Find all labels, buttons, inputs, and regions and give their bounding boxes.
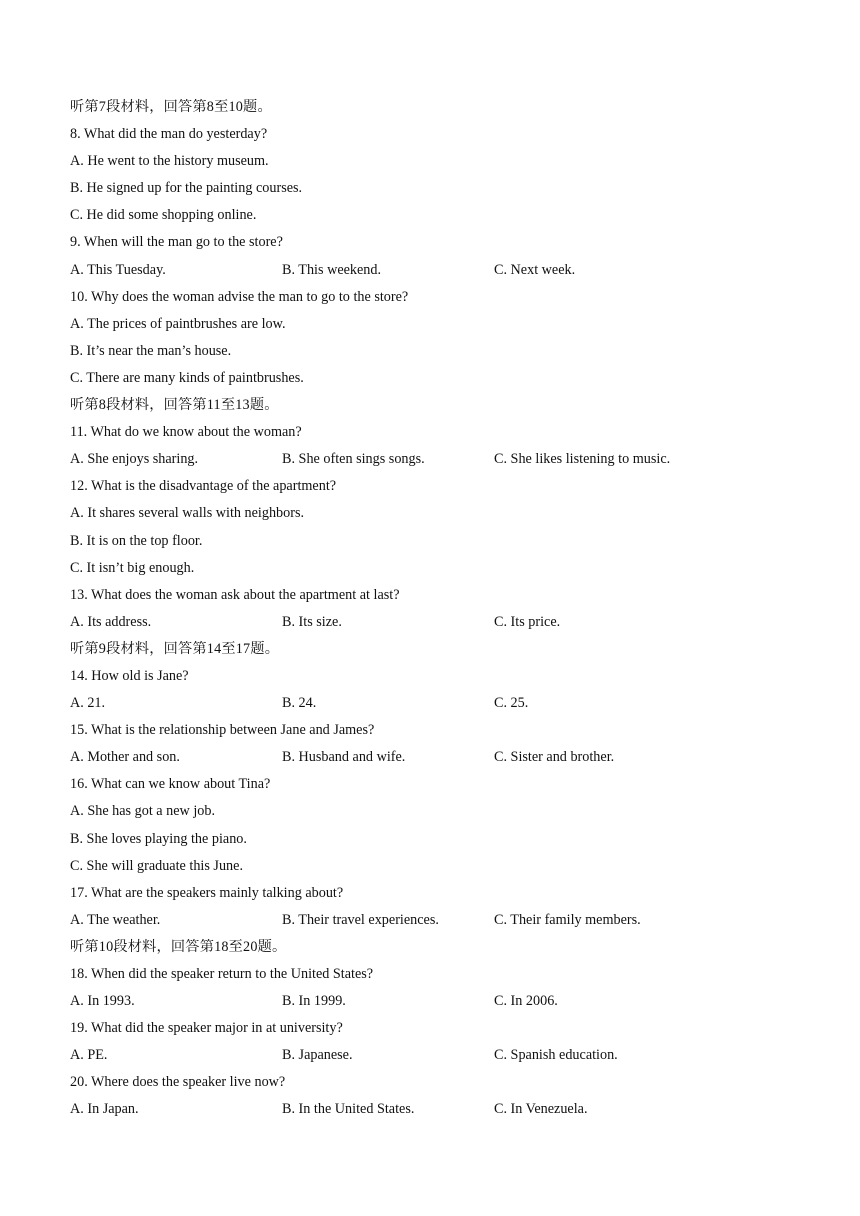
question-text: 20. Where does the speaker live now? [70,1074,286,1091]
question-text: 19. What did the speaker major in at university? [70,1020,343,1037]
option-row [70,988,790,1015]
question-text: 14. How old is Jane? [70,667,189,684]
answer-option: A. Mother and son. [70,749,180,766]
answer-option: C. She likes listening to music. [494,451,671,468]
section-heading: 听第8段材料，回答第11至13题。 [70,397,279,414]
answer-option: B. This weekend. [282,261,382,278]
section-heading: 听第7段材料，回答第8至10题。 [70,99,272,115]
question-text: 9. When will the man go to the store? [70,234,283,251]
question-text: 13. What does the woman ask about the apartment at last? [70,586,400,603]
answer-option: C. There are many kinds of paintbrushes. [70,369,304,386]
section-heading: 听第10段材料，回答第18至20题。 [70,938,287,955]
answer-option: A. The prices of paintbrushes are low. [70,315,286,332]
answer-option: C. Their family members. [494,911,641,928]
answer-option: A. In Japan. [70,1101,139,1118]
question-text: 11. What do we know about the woman? [70,424,302,441]
listening-questions [70,94,790,1124]
answer-option: C. Its price. [494,613,561,630]
answer-option: B. She often sings songs. [282,451,425,468]
answer-option: B. Japanese. [282,1047,353,1064]
option-row [70,907,790,934]
answer-option: C. Sister and brother. [494,749,615,766]
answer-option: C. In Venezuela. [494,1101,588,1118]
question-text: 17. What are the speakers mainly talking about? [70,884,344,901]
answer-option: A. She enjoys sharing. [70,451,199,468]
answer-option: B. It is on the top floor. [70,532,203,549]
answer-option: A. PE. [70,1047,108,1064]
option-row [70,690,790,717]
question-text: 16. What can we know about Tina? [70,776,271,793]
option-row [70,744,790,771]
question-text: 18. When did the speaker return to the United States? [70,966,374,982]
answer-option: A. In 1993. [70,993,135,1010]
answer-option: A. It shares several walls with neighbors. [70,505,305,522]
answer-option: A. Its address. [70,613,152,630]
answer-option: A. He went to the history museum. [70,153,269,170]
answer-option: B. Its size. [282,613,342,630]
answer-option: B. It’s near the man’s house. [70,342,232,359]
answer-option: C. It isn’t big enough. [70,559,195,576]
answer-option: B. He signed up for the painting courses. [70,180,303,197]
answer-option: C. In 2006. [494,993,558,1010]
answer-option: A. 21. [70,695,106,712]
question-text: 12. What is the disadvantage of the apartment? [70,478,337,495]
answer-option: A. She has got a new job. [70,803,216,820]
question-text: 8. What did the man do yesterday? [70,126,268,143]
question-text: 15. What is the relationship between Jane and James? [70,722,375,739]
option-row [70,1096,790,1123]
answer-option: B. Husband and wife. [282,749,406,766]
answer-option: B. She loves playing the piano. [70,830,247,847]
section-heading: 听第9段材料，回答第14至17题。 [70,640,280,657]
answer-option: C. 25. [494,695,529,712]
answer-option: B. In 1999. [282,993,346,1010]
answer-option: B. 24. [282,695,317,712]
answer-option: B. In the United States. [282,1101,415,1118]
option-row [70,609,790,636]
option-row [70,446,790,473]
answer-option: C. Spanish education. [494,1047,618,1064]
option-row [70,1042,790,1069]
answer-option: C. He did some shopping online. [70,207,257,224]
answer-option: A. This Tuesday. [70,261,166,278]
answer-option: C. Next week. [494,261,576,278]
question-text: 10. Why does the woman advise the man to go to the store? [70,288,409,305]
answer-option: B. Their travel experiences. [282,911,439,928]
option-row [70,257,790,284]
answer-option: A. The weather. [70,911,161,928]
answer-option: C. She will graduate this June. [70,857,243,874]
